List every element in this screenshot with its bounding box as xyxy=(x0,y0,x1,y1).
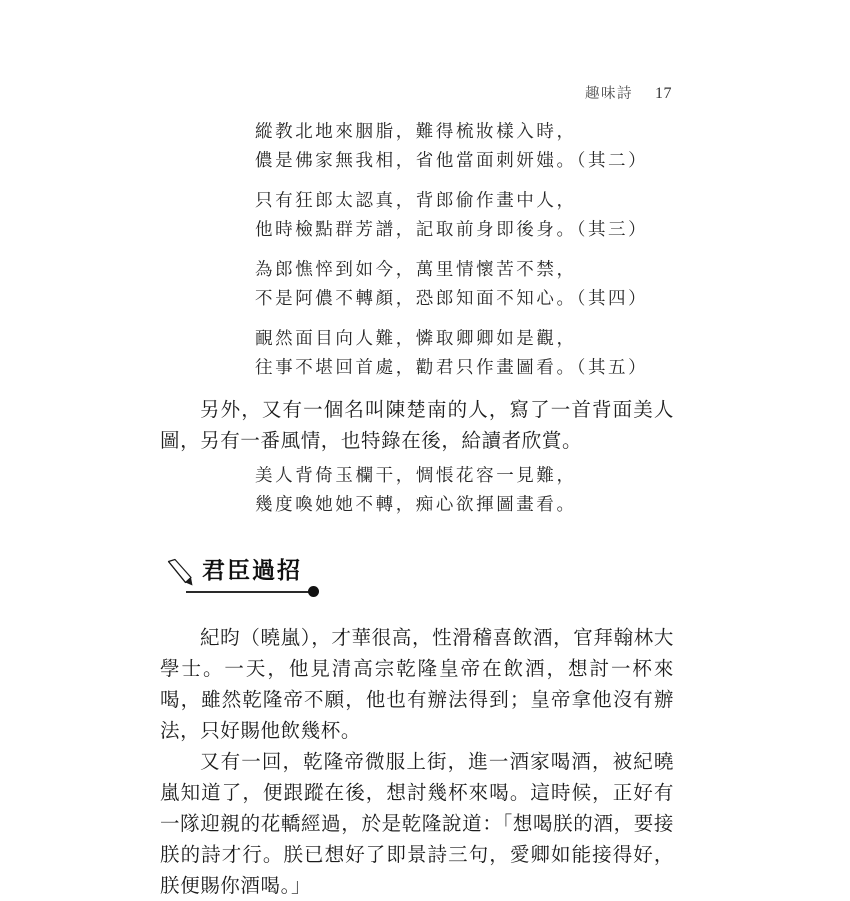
verse-block xyxy=(160,325,674,383)
section-end-dot xyxy=(308,586,319,597)
running-header xyxy=(160,82,672,106)
section-paragraph: 又有一回，乾隆帝微服上街，進一酒家喝酒，被紀曉嵐知道了，便跟蹤在後，想討幾杯來喝。這時候，正好有一隊迎親的花轎經過，於是乾隆說道：「想喝朕的酒，要接朕的詩才行。朕已想好了即景詩三句，愛卿如能接得好，朕便賜你酒喝。」 xyxy=(160,750,674,897)
verse-line: 儂是佛家無我相，省他當面刺妍媸。（其二） xyxy=(255,151,649,171)
section-heading xyxy=(160,556,674,608)
verse-block xyxy=(160,118,674,176)
verse-line: 美人背倚玉欄干，惆悵花容一見難， xyxy=(255,466,577,486)
text-column xyxy=(160,118,674,901)
pen-nib-icon xyxy=(165,558,199,588)
verse-line: 他時檢點群芳譜，記取前身即後身。（其三） xyxy=(255,220,649,240)
verse-line: 幾度喚她她不轉，痴心欲揮圖畫看。 xyxy=(255,495,577,515)
verse-line: 往事不堪回首處，勸君只作畫圖看。（其五） xyxy=(255,358,649,378)
quoted-poem-block xyxy=(160,462,674,520)
header-chapter-title: 趣味詩 xyxy=(585,86,633,102)
verse-block xyxy=(160,256,674,314)
verse-line: 縱教北地來胭脂，難得梳妝樣入時， xyxy=(255,122,577,142)
page-number: 17 xyxy=(655,85,672,102)
verse-line: 只有狂郎太認真，背郎偷作畫中人， xyxy=(255,191,577,211)
verse-line: 不是阿儂不轉顏，恐郎知面不知心。（其四） xyxy=(255,289,649,309)
intro-paragraph: 另外，又有一個名叫陳楚南的人，寫了一首背面美人圖，另有一番風情，也特錄在後，給讀者欣賞。 xyxy=(160,398,674,452)
verse-line: 為郎憔悴到如今，萬里情懷苦不禁， xyxy=(255,260,577,280)
verse-line: 靦然面目向人難，憐取卿卿如是觀， xyxy=(255,329,577,349)
section-body xyxy=(160,622,674,901)
section-title: 君臣過招 xyxy=(202,557,302,584)
section-underline-rule xyxy=(186,591,312,593)
section-paragraph: 紀昀（曉嵐），才華很高，性滑稽喜飲酒，官拜翰林大學士。一天，他見清高宗乾隆皇帝在飲酒，想討一杯來喝，雖然乾隆帝不願，他也有辦法得到；皇帝拿他沒有辦法，只好賜他飲幾杯。 xyxy=(160,626,674,742)
verse-block xyxy=(160,187,674,245)
